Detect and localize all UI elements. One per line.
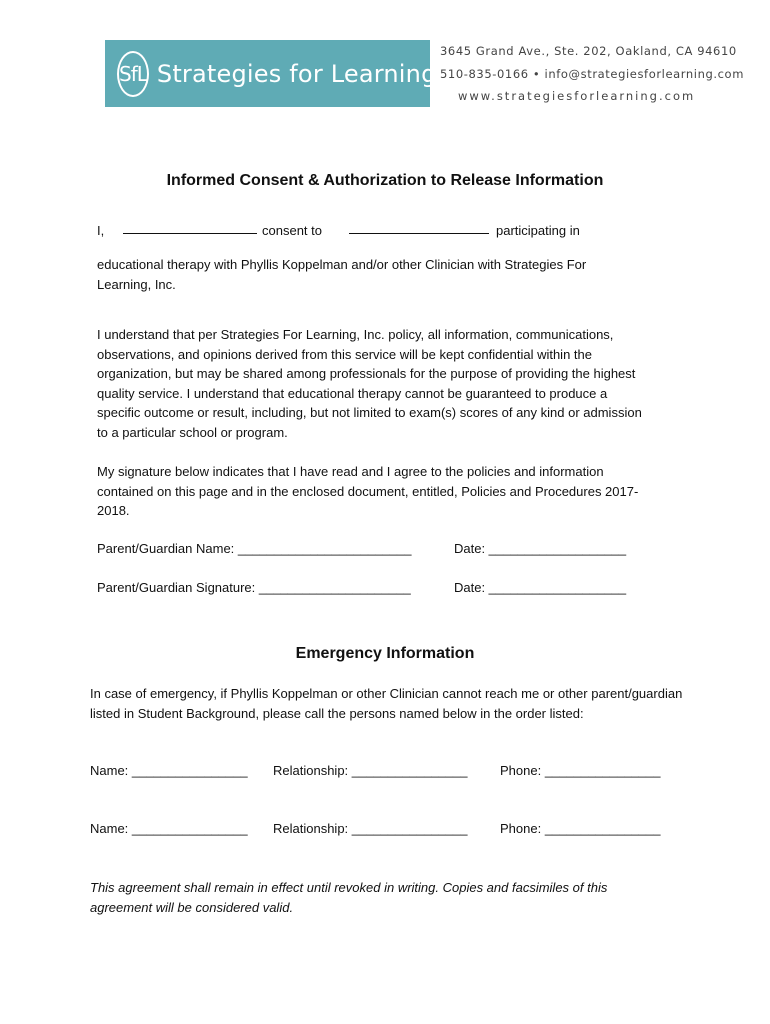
date-field-2[interactable]: Date: ___________________ [454,580,627,595]
website: www.strategiesforlearning.com [458,89,696,103]
emergency-relationship-2[interactable]: Relationship: ________________ [273,821,468,836]
student-name-blank[interactable] [123,233,257,234]
logo [105,40,437,107]
logo-name: Strategies for Learning [156,59,437,88]
student-blank[interactable] [349,233,489,234]
address: 3645 Grand Ave., Ste. 202, Oakland, CA 94610 [440,44,737,58]
phone-email: 510-835-0166 • info@strategiesforlearning.com [440,67,744,81]
parent-name-field[interactable]: Parent/Guardian Name: ________________________ [97,541,412,556]
consent-para-2: I understand that per Strategies For Learning, Inc. policy, all information, communications, observations, and opinions derived from this service will be kept confidential within the organization, but may be shared among professionals for the purpose of providing the highest quality service. I understand that educational therapy cannot be guaranteed to produce a specific outcome or result, including, but not limited to exam(s) scores of any kind or admission to a particular school or program. [97,327,642,440]
emergency-title: Emergency Information [295,645,475,662]
emergency-name-2[interactable]: Name: ________________ [90,821,248,836]
consent-to-label: consent to [262,223,322,238]
parent-signature-field[interactable]: Parent/Guardian Signature: _____________________ [97,580,411,595]
consent-title: Informed Consent & Authorization to Release Information [166,172,604,189]
date-field-1[interactable]: Date: ___________________ [454,541,627,556]
emergency-name-1[interactable]: Name: ________________ [90,763,248,778]
agreement-footer: This agreement shall remain in effect until revoked in writing. Copies and facsimiles of this agreement will be considered valid. [90,880,608,915]
participating-label: participating in [496,223,580,238]
emergency-para: In case of emergency, if Phyllis Koppelman or other Clinician cannot reach me or other parent/guardian listed in Student Background, please call the persons named below in the order listed: [90,686,683,721]
emergency-relationship-1[interactable]: Relationship: ________________ [273,763,468,778]
emergency-phone-2[interactable]: Phone: ________________ [500,821,661,836]
intro-i: I, [97,223,105,238]
consent-para-1: educational therapy with Phyllis Koppelman and/or other Clinician with Strategies For Learning, Inc. [97,257,587,292]
emergency-phone-1[interactable]: Phone: ________________ [500,763,661,778]
logo-mark: SfL [117,51,149,97]
consent-para-3: My signature below indicates that I have read and I agree to the policies and information contained on this page and in the enclosed document, entitled, Policies and Procedures 2017-2018. [97,464,639,518]
